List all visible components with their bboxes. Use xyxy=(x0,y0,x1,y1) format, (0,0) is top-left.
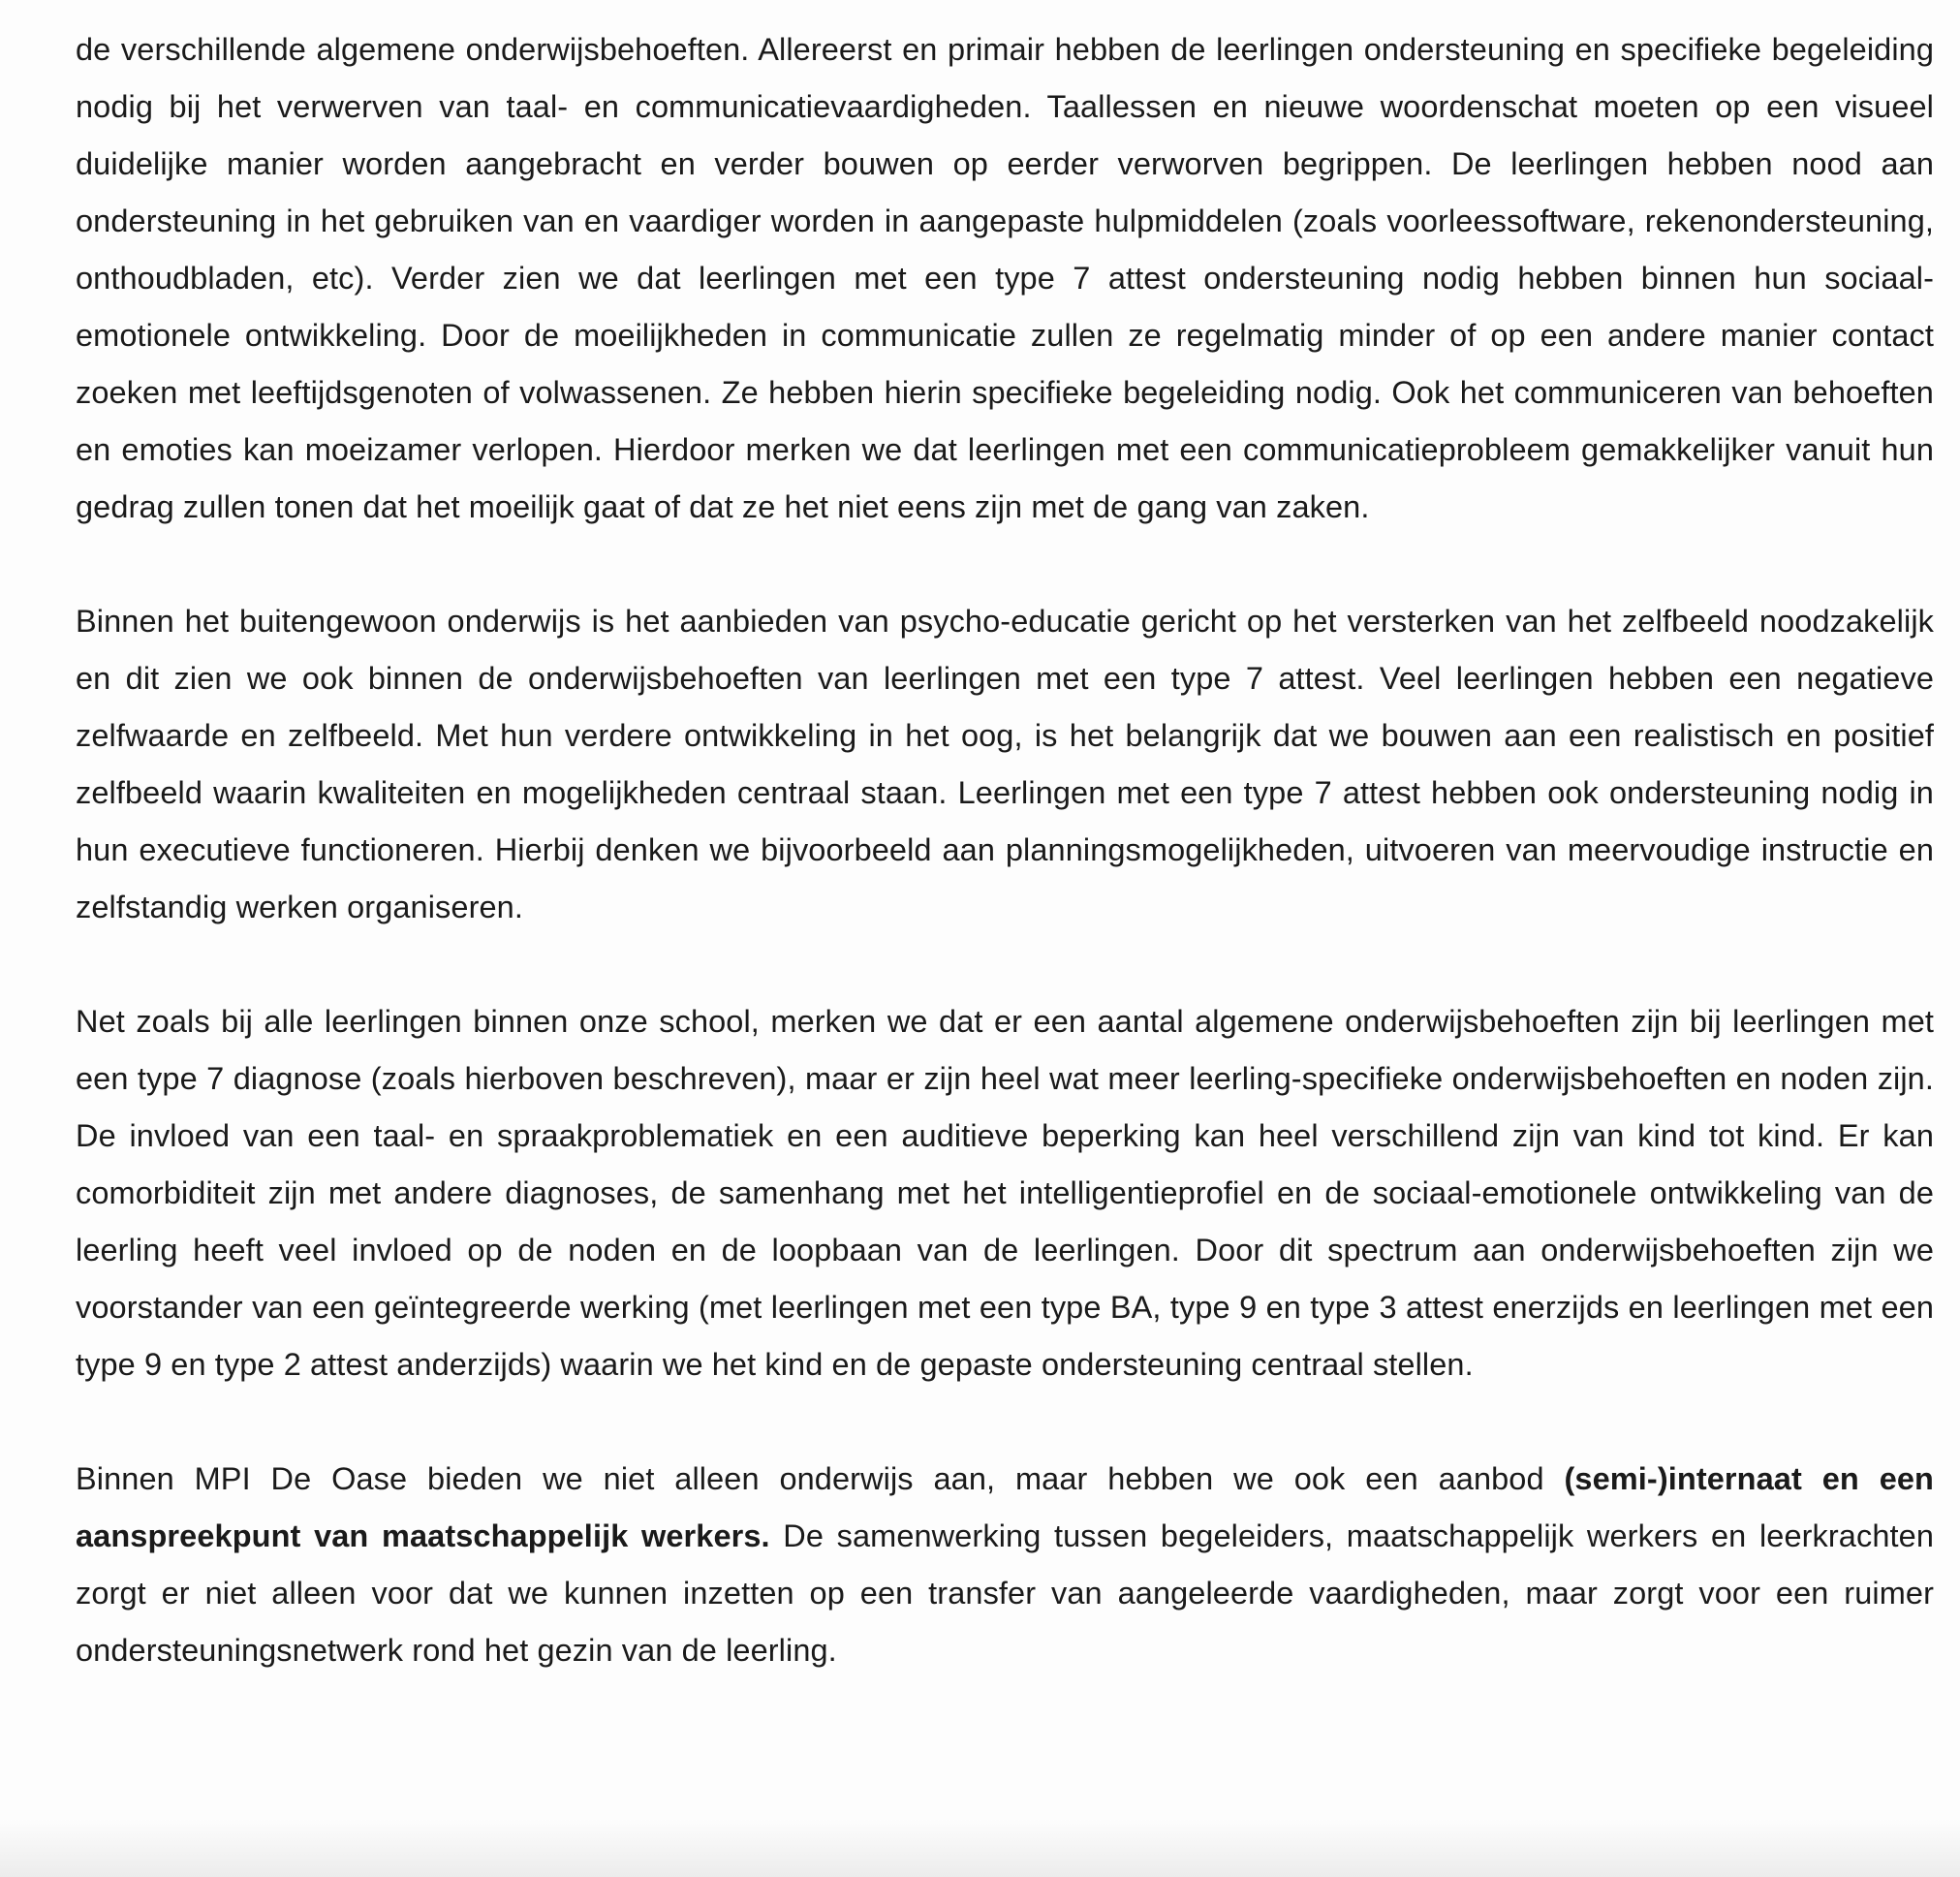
paragraph-psycho-education: Binnen het buitengewoon onderwijs is het aanbieden van psycho-educatie gericht op het versterken van het zelfbeeld noodzakelijk en dit zien we ook binnen de onderwijsbehoeften van leerlingen met een type 7 attest. Veel leerlingen hebben een negatieve zelfwaarde en zelfbeeld. Met hun verdere ontwikkeling in het oog, is het belangrijk dat we bouwen aan een realistisch en positief zelfbeeld waarin kwaliteiten en mogelijkheden centraal staan. Leerlingen met een type 7 attest hebben ook ondersteuning nodig in hun executieve functioneren. Hierbij denken we bijvoorbeeld aan planningsmogelijkheden, uitvoeren van meervoudige instructie en zelfstandig werken organiseren. xyxy=(76,604,1934,924)
paragraph-4-start: Binnen MPI De Oase bieden we niet alleen onderwijs aan, maar hebben we ook een aanbod xyxy=(76,1461,1565,1496)
paragraph-general-needs: de verschillende algemene onderwijsbehoeften. Allereerst en primair hebben de leerlingen ondersteuning en specifieke begeleiding nodig bij het verwerven van taal- en communicatievaardigheden. Taallessen en nieuwe woordenschat moeten op een visueel duidelijke manier worden aangebracht en verder bouwen op eerder verworven begrippen. De leerlingen hebben nood aan ondersteuning in het gebruiken van en vaardiger worden in aangepaste hulpmiddelen (zoals voorleessoftware, rekenondersteuning, onthoudbladen, etc). Verder zien we dat leerlingen met een type 7 attest ondersteuning nodig hebben binnen hun sociaal-emotionele ontwikkeling. Door de moeilijkheden in communicatie zullen ze regelmatig minder of op een andere manier contact zoeken met leeftijdsgenoten of volwassenen. Ze hebben hierin specifieke begeleiding nodig. Ook het communiceren van behoeften en emoties kan moeizamer verlopen. Hierdoor merken we dat leerlingen met een communicatieprobleem gemakkelijker vanuit hun gedrag zullen tonen dat het moeilijk gaat of dat ze het niet eens zijn met de gang van zaken. xyxy=(76,32,1934,524)
paragraph-4-end: De samenwerking tussen begeleiders, maatschappelijk werkers en leerkrachten zorgt er niet alleen voor dat we kunnen inzetten op een transfer van aangeleerde vaardigheden, maar zorgt voor een ruimer ondersteuningsnetwerk rond het gezin van de leerling. xyxy=(76,1518,1934,1668)
scan-edge-shadow xyxy=(0,1819,1960,1877)
paragraph-4-bold: (semi-)internaat en een aanspreekpunt van maatschappelijk werkers. xyxy=(76,1461,1934,1553)
paragraph-specific-needs: Net zoals bij alle leerlingen binnen onze school, merken we dat er een aantal algemene onderwijsbehoeften zijn bij leerlingen met een type 7 diagnose (zoals hierboven beschreven), maar er zijn heel wat meer leerling-specifieke onderwijsbehoeften en noden zijn. De invloed van een taal- en spraakproblematiek en een auditieve beperking kan heel verschillend zijn van kind tot kind. Er kan comorbiditeit zijn met andere diagnoses, de samenhang met het intelligentieprofiel en de sociaal-emotionele ontwikkeling van de leerling heeft veel invloed op de noden en de loopbaan van de leerlingen. Door dit spectrum aan onderwijsbehoeften zijn we voorstander van een geïntegreerde werking (met leerlingen met een type BA, type 9 en type 3 attest enerzijds en leerlingen met een type 9 en type 2 attest anderzijds) waarin we het kind en de gepaste ondersteuning centraal stellen. xyxy=(76,1004,1934,1382)
paragraph-boarding-social-work xyxy=(76,1451,1934,1679)
document-body xyxy=(76,21,1934,1679)
